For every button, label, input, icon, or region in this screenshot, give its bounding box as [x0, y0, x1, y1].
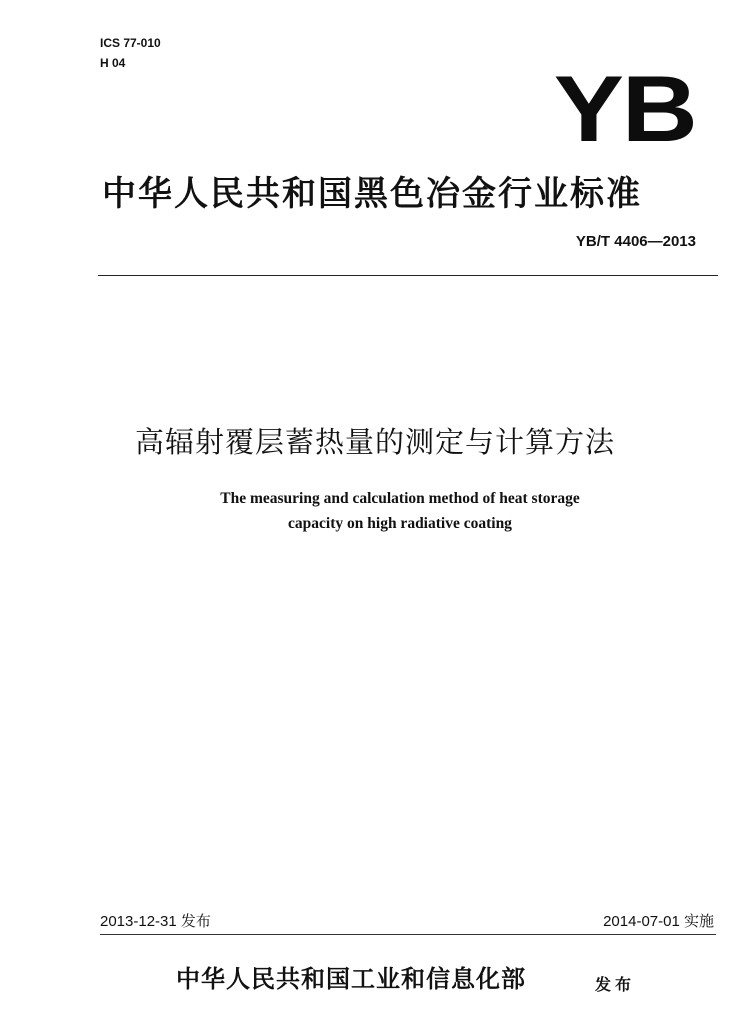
- chinese-title: 高辐射覆层蓄热量的测定与计算方法: [134, 425, 615, 459]
- english-title: [0, 486, 750, 536]
- issuer-name: 中华人民共和国工业和信息化部: [176, 965, 526, 993]
- category-code: H 04: [100, 56, 126, 70]
- bottom-divider: [100, 934, 716, 935]
- classification-codes: [100, 33, 161, 73]
- implementation-date: 2014-07-01 实施: [603, 913, 714, 930]
- english-title-line-2: capacity on high radiative coating: [288, 515, 512, 532]
- issue-date: 2013-12-31 发布: [100, 913, 211, 930]
- english-title-line-1: The measuring and calculation method of heat storage: [220, 490, 580, 507]
- standard-number: YB/T 4406—2013: [575, 233, 696, 250]
- yb-logo: YB: [554, 56, 696, 161]
- organization-title: 中华人民共和国黑色冶金行业标准: [102, 174, 642, 214]
- ics-code: ICS 77-010: [100, 36, 161, 50]
- issuer-action: 发布: [595, 975, 636, 994]
- top-divider: [98, 275, 718, 276]
